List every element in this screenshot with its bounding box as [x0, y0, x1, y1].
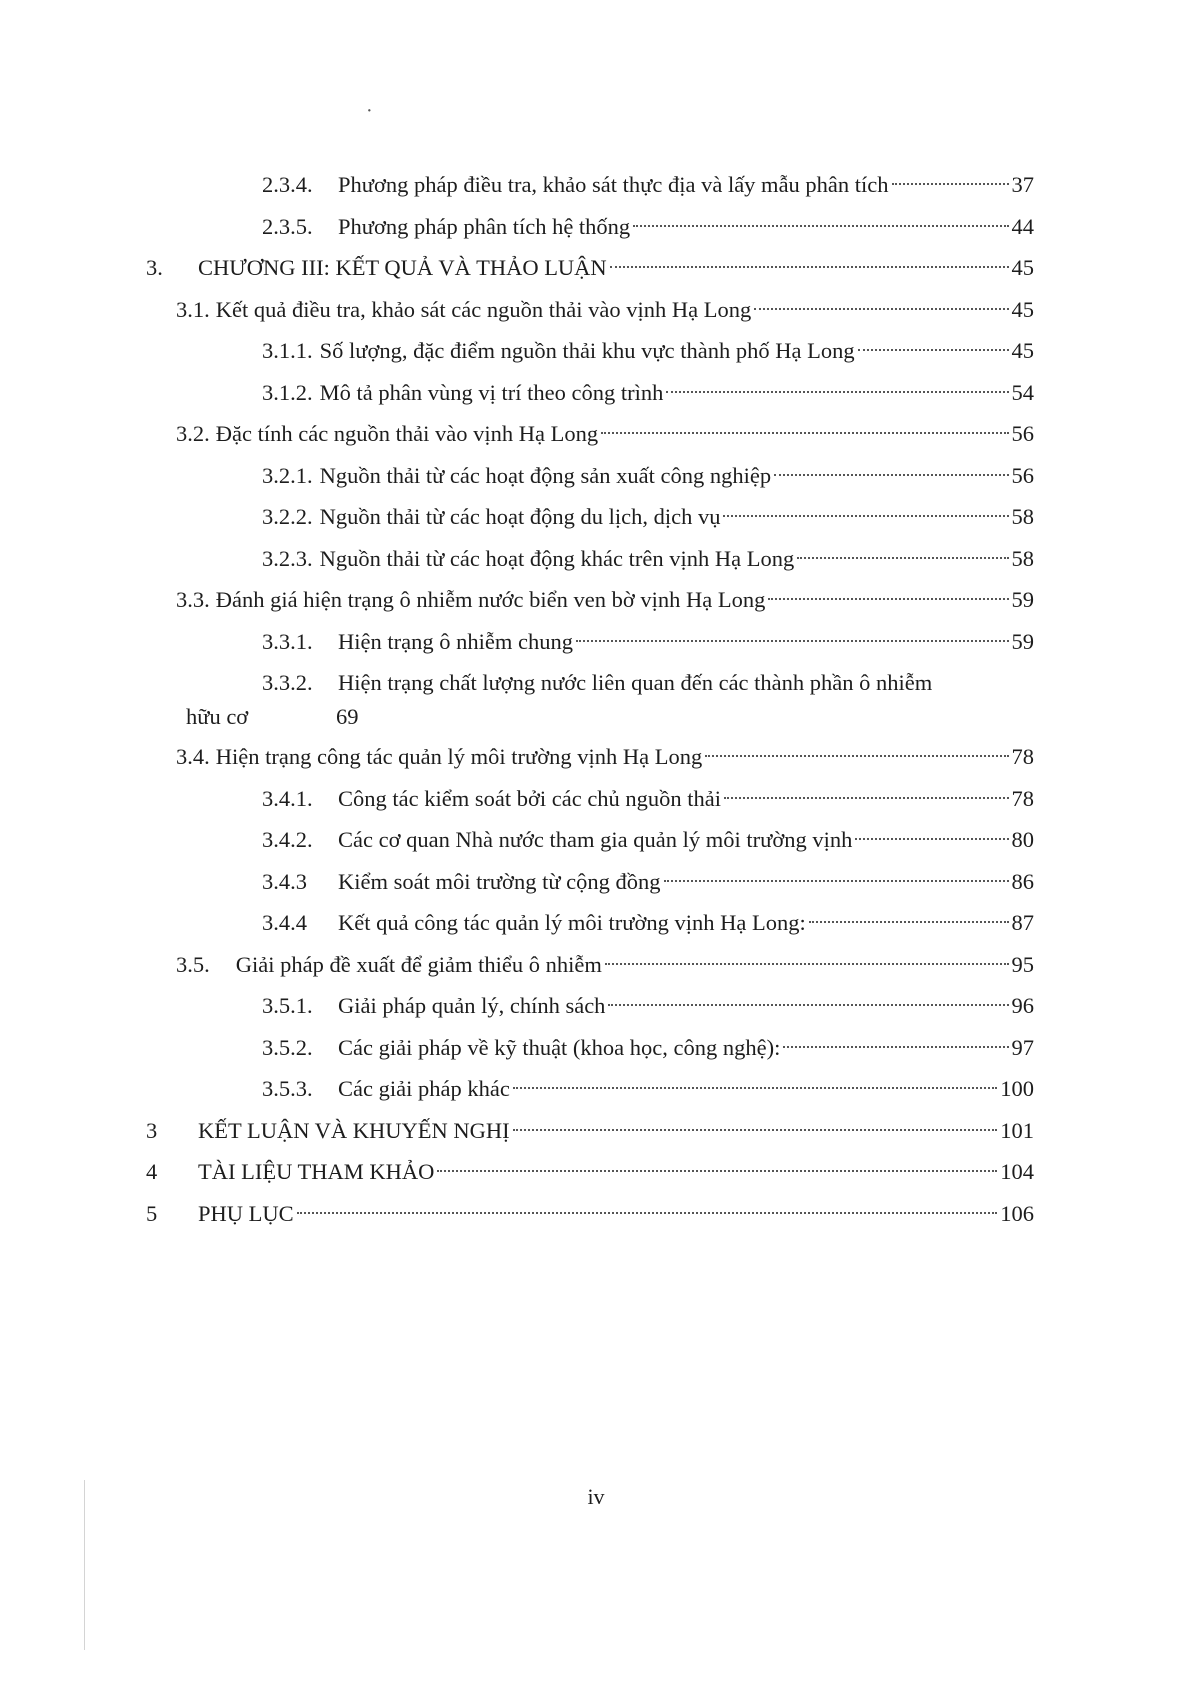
page-number: iv: [587, 1484, 605, 1509]
toc-number: 2.3.5.: [262, 213, 313, 239]
toc-row: [0, 206, 1192, 248]
toc-entry[interactable]: [262, 985, 1034, 1027]
dot-leader: [723, 515, 1008, 517]
toc-entry[interactable]: [262, 621, 1034, 663]
toc-number: 3.3.1.: [262, 628, 313, 654]
toc-entry-line-2: [186, 696, 359, 738]
toc-page-number: 44: [1011, 213, 1034, 239]
toc-number: 3.4.3: [262, 868, 307, 894]
toc-page-number: 86: [1011, 868, 1034, 894]
toc-number: 3.1.: [176, 296, 210, 322]
dot-leader: [666, 391, 1008, 393]
toc-page-number: 78: [1011, 744, 1034, 769]
toc-title: Số lượng, đặc điểm nguồn thải khu vực thành phố Hạ Long: [319, 338, 855, 363]
toc-number: 3.5.2.: [262, 1034, 313, 1060]
dot-leader: [809, 921, 1009, 923]
toc-title: Phương pháp điều tra, khảo sát thực địa và lấy mẫu phân tích: [338, 172, 889, 197]
toc-row: [0, 538, 1192, 580]
dot-leader: [774, 474, 1008, 476]
toc-row: [0, 413, 1192, 455]
toc-entry[interactable]: [146, 1151, 1034, 1193]
toc-entry[interactable]: [176, 944, 1034, 986]
dot-leader: [705, 755, 1008, 757]
toc-title: Công tác kiểm soát bởi các chủ nguồn thải: [338, 785, 722, 811]
toc-page-number: 59: [1011, 587, 1034, 612]
toc-entry[interactable]: [176, 289, 1034, 331]
toc-number: 3.5.3.: [262, 1076, 313, 1101]
toc-page-number: 97: [1011, 1034, 1034, 1060]
toc-page-number: 56: [1011, 462, 1034, 488]
toc-number: 4: [146, 1159, 158, 1184]
dot-leader: [724, 797, 1008, 799]
toc-title: Đánh giá hiện trạng ô nhiễm nước biển ven bờ vịnh Hạ Long: [215, 587, 766, 612]
toc-number: 3.2.: [176, 421, 210, 446]
toc-row: [0, 985, 1192, 1027]
toc-page-number: 69: [336, 704, 359, 729]
toc-title: Giải pháp quản lý, chính sách: [338, 993, 606, 1018]
dot-leader: [608, 1004, 1008, 1006]
toc-title: KẾT LUẬN VÀ KHUYẾN NGHỊ: [198, 1117, 510, 1143]
toc-number: 3.4.: [176, 744, 210, 769]
toc-row: [0, 247, 1192, 289]
dot-leader: [797, 557, 1008, 559]
toc-page-number: 56: [1011, 421, 1034, 446]
toc-title: Các giải pháp khác: [338, 1076, 510, 1101]
toc-entry[interactable]: [262, 372, 1034, 414]
toc-page-number: 87: [1011, 910, 1034, 935]
dot-leader: [605, 963, 1009, 965]
toc-entry[interactable]: [146, 1193, 1034, 1235]
toc-entry[interactable]: [262, 1027, 1034, 1069]
toc-number: 3.1.2.: [262, 379, 313, 405]
toc-title-continuation: hữu cơ: [186, 704, 249, 729]
toc-row: [0, 621, 1192, 663]
toc-entry[interactable]: [262, 206, 1034, 248]
toc-row: [0, 1110, 1192, 1152]
toc-page-number: 78: [1011, 785, 1034, 811]
dot-leader: [754, 308, 1008, 310]
toc-number: 3.5.1.: [262, 993, 313, 1018]
toc-entry[interactable]: [176, 579, 1034, 621]
toc-entry[interactable]: [262, 778, 1034, 820]
toc-number: 2.3.4.: [262, 172, 313, 197]
toc-title: CHƯƠNG III: KẾT QUẢ VÀ THẢO LUẬN: [198, 255, 607, 280]
toc-entry[interactable]: [262, 902, 1034, 944]
toc-page-number: 100: [1000, 1076, 1034, 1101]
toc-number: 3.4.4: [262, 910, 307, 935]
toc-page-number: 95: [1011, 951, 1034, 977]
toc-title: Hiện trạng ô nhiễm chung: [338, 628, 573, 654]
toc-title: Kết quả điều tra, khảo sát các nguồn thải vào vịnh Hạ Long: [215, 296, 752, 322]
toc-entry[interactable]: [262, 164, 1034, 206]
toc-row: [0, 164, 1192, 206]
dot-leader: [601, 432, 1008, 434]
toc-entry[interactable]: [176, 413, 1034, 455]
toc-page-number: 45: [1011, 338, 1034, 363]
toc-entry[interactable]: [146, 247, 1034, 289]
dot-leader: [855, 838, 1008, 840]
toc-number: 3.: [146, 255, 163, 280]
toc-title: Nguồn thải từ các hoạt động sản xuất công nghiệp: [319, 462, 772, 488]
toc-title: Nguồn thải từ các hoạt động khác trên vịnh Hạ Long: [319, 545, 795, 571]
toc-number: 3.1.1.: [262, 338, 313, 363]
toc-page-number: 54: [1011, 379, 1034, 405]
dot-leader: [858, 349, 1009, 351]
toc-entry[interactable]: [262, 455, 1034, 497]
toc-title: TÀI LIỆU THAM KHẢO: [198, 1159, 435, 1184]
toc-row: [0, 1151, 1192, 1193]
toc-number: 3.4.2.: [262, 827, 313, 852]
toc-page-number: 59: [1011, 628, 1034, 654]
toc-row: [0, 330, 1192, 372]
dot-leader: [633, 225, 1008, 227]
dot-leader: [513, 1087, 997, 1089]
toc-title: Đặc tính các nguồn thải vào vịnh Hạ Long: [215, 421, 599, 446]
toc-title: Giải pháp đề xuất để giảm thiểu ô nhiễm: [235, 951, 602, 977]
toc-page-number: 45: [1011, 296, 1034, 322]
table-of-contents: [0, 164, 1192, 1234]
toc-row: [0, 861, 1192, 903]
toc-row: [0, 662, 1192, 736]
toc-title: Các cơ quan Nhà nước tham gia quản lý môi trường vịnh: [338, 827, 853, 852]
toc-row: [0, 496, 1192, 538]
toc-entry[interactable]: [262, 538, 1034, 580]
dot-leader: [610, 266, 1009, 268]
toc-page-number: 101: [1000, 1117, 1034, 1143]
toc-row: [0, 819, 1192, 861]
toc-entry[interactable]: [262, 861, 1034, 903]
toc-page-number: 106: [1000, 1200, 1034, 1226]
toc-number: 5: [146, 1200, 158, 1226]
dot-leader: [783, 1046, 1008, 1048]
dot-leader: [664, 880, 1009, 882]
toc-title: Các giải pháp về kỹ thuật (khoa học, công nghệ):: [338, 1034, 781, 1060]
toc-page-number: 37: [1011, 172, 1034, 197]
toc-number: 3.3.2.: [262, 670, 313, 695]
toc-title: Hiện trạng chất lượng nước liên quan đến các thành phần ô nhiễm: [338, 670, 933, 695]
toc-row: [0, 372, 1192, 414]
toc-entry-line-1: [262, 662, 932, 704]
toc-page-number: 104: [1000, 1159, 1034, 1184]
toc-row: [0, 455, 1192, 497]
toc-entry[interactable]: [262, 496, 1034, 538]
toc-row: [0, 736, 1192, 778]
toc-title: Nguồn thải từ các hoạt động du lịch, dịch vụ: [319, 504, 721, 529]
toc-row: [0, 289, 1192, 331]
toc-page-number: 58: [1011, 504, 1034, 529]
toc-title: Phương pháp phân tích hệ thống: [338, 213, 631, 239]
toc-row: [0, 778, 1192, 820]
toc-page-number: 80: [1011, 827, 1034, 852]
toc-page-number: 45: [1011, 255, 1034, 280]
toc-number: 3.2.3.: [262, 545, 313, 571]
toc-entry[interactable]: [146, 1110, 1034, 1152]
toc-page-number: 96: [1011, 993, 1034, 1018]
toc-row: [0, 579, 1192, 621]
toc-title: Mô tả phân vùng vị trí theo công trình: [319, 379, 664, 405]
toc-row: [0, 1193, 1192, 1235]
toc-entry[interactable]: [176, 736, 1034, 778]
toc-entry[interactable]: [262, 330, 1034, 372]
toc-number: 3: [146, 1117, 158, 1143]
toc-title: Kiểm soát môi trường từ cộng đồng: [338, 868, 661, 894]
dot-leader: [437, 1170, 997, 1172]
toc-number: 3.4.1.: [262, 785, 313, 811]
toc-row: [0, 902, 1192, 944]
toc-entry[interactable]: [262, 819, 1034, 861]
toc-number: 3.2.1.: [262, 462, 313, 488]
toc-number: 3.5.: [176, 951, 210, 977]
dot-leader: [768, 598, 1008, 600]
toc-number: 3.2.2.: [262, 504, 313, 529]
toc-title: PHỤ LỤC: [198, 1200, 294, 1226]
scan-speck: ·: [366, 100, 373, 122]
toc-row: [0, 944, 1192, 986]
toc-page-number: 58: [1011, 545, 1034, 571]
dot-leader: [576, 640, 1009, 642]
toc-row: [0, 1027, 1192, 1069]
toc-row: [0, 1068, 1192, 1110]
toc-entry[interactable]: [262, 1068, 1034, 1110]
dot-leader: [297, 1212, 998, 1214]
dot-leader: [513, 1129, 998, 1131]
toc-number: 3.3.: [176, 587, 210, 612]
dot-leader: [892, 183, 1009, 185]
toc-title: Hiện trạng công tác quản lý môi trường vịnh Hạ Long: [215, 744, 703, 769]
toc-title: Kết quả công tác quản lý môi trường vịnh Hạ Long:: [338, 910, 806, 935]
